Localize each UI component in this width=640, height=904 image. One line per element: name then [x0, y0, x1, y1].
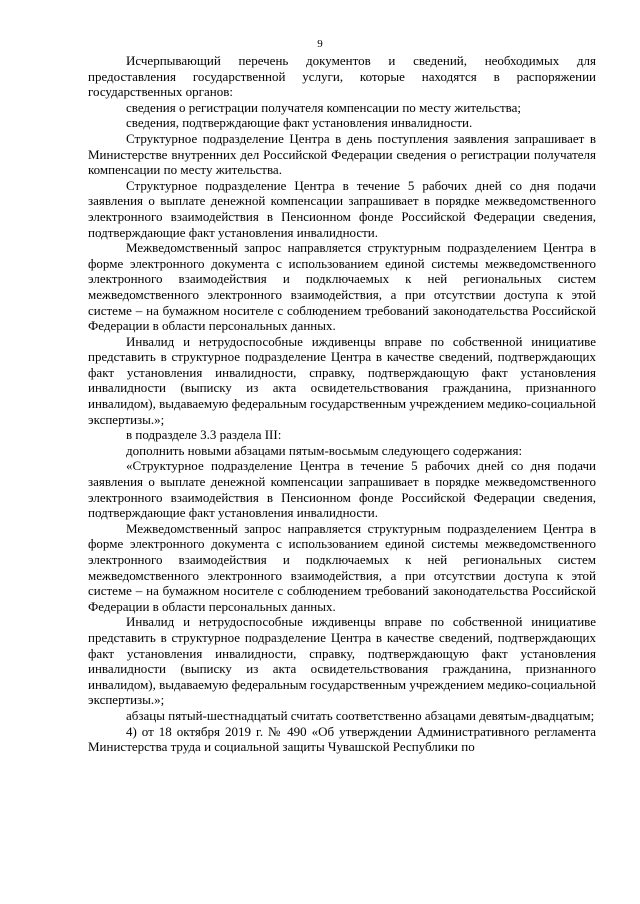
paragraph: сведения о регистрации получателя компенсации по месту жительства;: [126, 99, 521, 115]
paragraph: Исчерпывающий перечень документов и сведений, необходимых для предоставления государственной услуги, которые находятся в распоряжении государственных органов:: [88, 53, 596, 100]
paragraph: 4) от 18 октября 2019 г. № 490 «Об утверждении Административного регламента Министерства труда и социальной защиты Чувашской Республики по: [88, 723, 596, 755]
page-number: 9: [317, 38, 323, 50]
paragraph: дополнить новыми абзацами пятым-восьмым следующего содержания:: [126, 442, 523, 458]
paragraph: «Структурное подразделение Центра в течение 5 рабочих дней со дня подачи заявления о выплате денежной компенсации запрашивает в порядке межведомственного электронного взаимодействия в Пенсионном фонде Российской Федерации сведения, подтверждающие факт установления инвалидности.: [88, 458, 596, 521]
paragraph: Межведомственный запрос направляется структурным подразделением Центра в форме электронного документа с использованием единой системы межведомственного электронного взаимодействия и подключаемых к ней региональных систем межведомственного электронного взаимодействия, а при отсутствии доступа к этой системе – на бумажном носителе с соблюдением требований законодательства Российской Федерации в области персональных данных.: [88, 520, 596, 614]
paragraph: в подразделе 3.3 раздела III:: [126, 427, 282, 443]
paragraph: абзацы пятый-шестнадцатый считать соответственно абзацами девятым-двадцатым;: [126, 707, 595, 723]
paragraph: сведения, подтверждающие факт установления инвалидности.: [126, 115, 473, 131]
paragraph: Структурное подразделение Центра в течение 5 рабочих дней со дня подачи заявления о выплате денежной компенсации запрашивает в порядке межведомственного электронного взаимодействия в Пенсионном фонде Российской Федерации сведения, подтверждающие факт установления инвалидности.: [88, 177, 596, 240]
document-body: [88, 53, 596, 755]
paragraph: Инвалид и нетрудоспособные иждивенцы вправе по собственной инициативе представить в структурное подразделение Центра в качестве сведений, подтверждающих факт установления инвалидности, справку, подтверждающую факт установления инвалидности (выписку из акта освидетельствования гражданина, признанного инвалидом), выдаваемую федеральным государственным учреждением медико-социальной экспертизы.»;: [88, 333, 596, 427]
paragraph: Инвалид и нетрудоспособные иждивенцы вправе по собственной инициативе представить в структурное подразделение Центра в качестве сведений, подтверждающих факт установления инвалидности, справку, подтверждающую факт установления инвалидности (выписку из акта освидетельствования гражданина, признанного инвалидом), выдаваемую федеральным государственным учреждением медико-социальной экспертизы.»;: [88, 614, 596, 708]
paragraph: Структурное подразделение Центра в день поступления заявления запрашивает в Министерстве внутренних дел Российской Федерации сведения о регистрации получателя компенсации по месту жительства.: [88, 130, 596, 178]
paragraph: Межведомственный запрос направляется структурным подразделением Центра в форме электронного документа с использованием единой системы межведомственного электронного взаимодействия и подключаемых к ней региональных систем межведомственного электронного взаимодействия, а при отсутствии доступа к этой системе – на бумажном носителе с соблюдением требований законодательства Российской Федерации в области персональных данных.: [88, 240, 596, 334]
